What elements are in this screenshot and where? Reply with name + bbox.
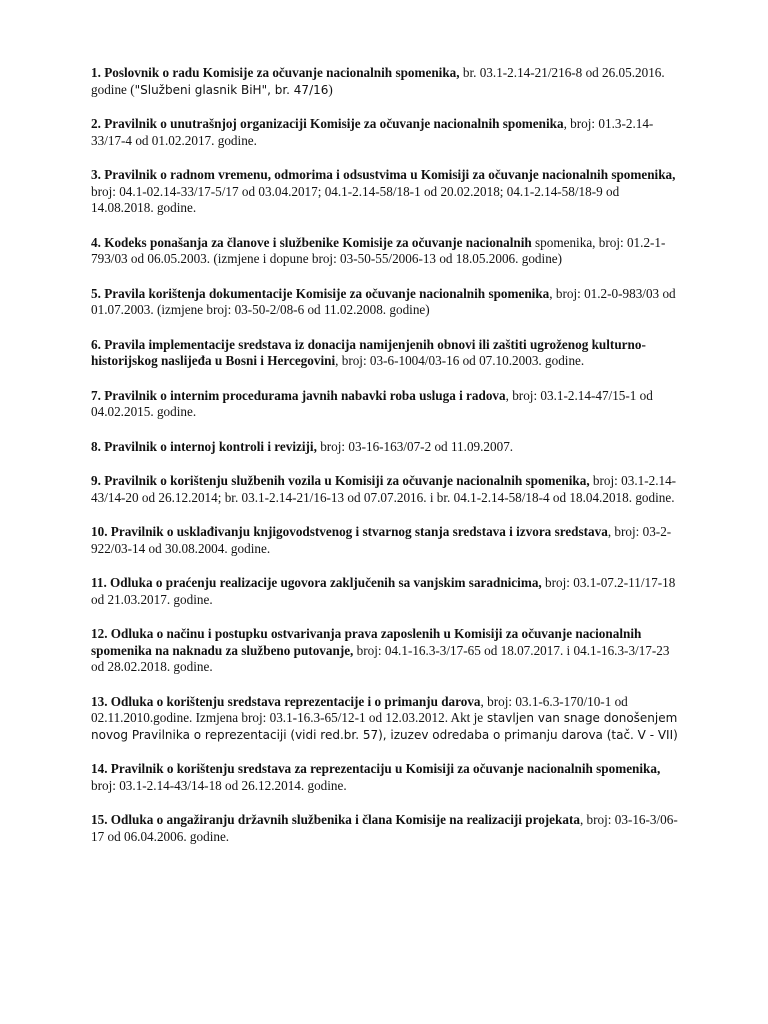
- entry-details-note: stavljen van snage donošenjem novog Pravilnika o reprezentaciji (vidi red.br. 57), izuzev odredaba o primanju darova (tač. V - VII): [91, 711, 678, 742]
- entry-details: , broj: 01.2-0-983/03 od 01.07.2003. (izmjene broj: 03-50-2/08-6 od 11.02.2008. godine): [91, 285, 676, 317]
- entry-title: 1. Poslovnik o radu Komisije za očuvanje nacionalnih spomenika,: [91, 65, 460, 80]
- entry-title: 11. Odluka o praćenju realizacije ugovora zaključenih sa vanjskim saradnicima,: [91, 575, 542, 590]
- list-item: [91, 694, 681, 744]
- list-item: [91, 167, 681, 217]
- entry-title: 12. Odluka o načinu i postupku ostvarivanja prava zaposlenih u Komisiji za očuvanje nacionalnih spomenika na naknadu za službeno putovanje,: [91, 626, 642, 658]
- entry-details: , broj: 03.1-2.14-47/15-1 od 04.02.2015. godine.: [91, 387, 653, 419]
- entry-title: 6. Pravila implementacije sredstava iz donacija namijenjenih obnovi ili zaštiti ugroženog kulturno-historijskog naslijeđa u Bosni i Hercegovini: [91, 336, 646, 368]
- entry-details-gazette: "Službeni glasnik BiH", br. 47/16: [134, 82, 329, 97]
- entry-title: 3. Pravilnik o radnom vremenu, odmorima i odsustvima u Komisiji za očuvanje nacionalnih spomenika,: [91, 167, 676, 182]
- list-item: [91, 575, 681, 608]
- entry-title: 9. Pravilnik o korištenju službenih vozila u Komisiji za očuvanje nacionalnih spomenika,: [91, 473, 590, 488]
- entry-title: 2. Pravilnik o unutrašnjoj organizaciji Komisije za očuvanje nacionalnih spomenika: [91, 116, 564, 131]
- entry-title: 14. Pravilnik o korištenju sredstava za reprezentaciju u Komisiji za očuvanje nacionalnih spomenika,: [91, 761, 661, 776]
- entry-details: , broj: 03.1-6.3-170/10-1 od 02.11.2010.godine. Izmjena broj: 03.1-16.3-65/12-1 od 12.03.2012. Akt je: [91, 693, 628, 725]
- entry-title: 13. Odluka o korištenju sredstava reprezentacije i o primanju darova: [91, 693, 481, 709]
- list-item: [91, 65, 681, 98]
- entry-details: broj: 03.1-2.14-43/14-18 od 26.12.2014. godine.: [91, 777, 347, 793]
- entry-details: , broj: 03-6-1004/03-16 od 07.10.2003. godine.: [335, 353, 585, 368]
- entry-title: 5. Pravila korištenja dokumentacije Komisije za očuvanje nacionalnih spomenika: [91, 285, 550, 301]
- entry-title: 7. Pravilnik o internim procedurama javnih nabavki roba usluga i radova: [91, 387, 506, 403]
- list-item: [91, 761, 681, 794]
- list-item: [91, 286, 681, 319]
- entry-title: 15. Odluka o angažiranju državnih službenika i člana Komisije na realizaciji projekata: [91, 812, 580, 827]
- entry-details: , broj: 03-16-3/06-17 od 06.04.2006. godine.: [91, 812, 678, 844]
- entry-details: broj: 03.1-2.14-43/14-20 od 26.12.2014; br. 03.1-2.14-21/16-13 od 07.07.2016. i br. 04.1-2.14-58/18-4 od 18.04.2018. godine.: [91, 473, 677, 505]
- entry-details: br. 03.1-2.14-21/216-8 od 26.05.2016. godine (: [91, 65, 665, 97]
- list-item: [91, 337, 681, 370]
- entry-title: 10. Pravilnik o usklađivanju knjigovodstvenog i stvarnog stanja sredstava i izvora sredstava: [91, 524, 608, 539]
- entry-details: broj: 03-16-163/07-2 od 11.09.2007.: [316, 438, 514, 454]
- entry-details: broj: 04.1-16.3-3/17-65 od 18.07.2017. i 04.1-16.3-3/17-23 od 28.02.2018. godine.: [91, 642, 670, 674]
- entry-title: 4. Kodeks ponašanja za članove i službenike Komisije za očuvanje nacionalnih: [91, 234, 532, 250]
- entry-title: 8. Pravilnik o internoj kontroli i reviziji,: [91, 438, 317, 454]
- list-item: [91, 235, 681, 268]
- entry-details: broj: 04.1-02.14-33/17-5/17 od 03.04.2017; 04.1-2.14-58/18-1 od 20.02.2018; 04.1-2.14-58/18-9 od 14.08.2018. godine.: [91, 183, 620, 215]
- entry-details-end: ): [328, 81, 333, 97]
- entry-details: , broj: 01.3-2.14-33/17-4 od 01.02.2017. godine.: [91, 116, 654, 148]
- entry-details: spomenika, broj: 01.2-1-793/03 od 06.05.2003. (izmjene i dopune broj: 03-50-55/2006-13 od 18.05.2006. godine): [91, 234, 666, 266]
- list-item: [91, 388, 681, 421]
- list-item: [91, 439, 681, 456]
- list-item: [91, 524, 681, 557]
- entry-details: , broj: 03-2-922/03-14 od 30.08.2004. godine.: [91, 524, 672, 556]
- entry-details: broj: 03.1-07.2-11/17-18 od 21.03.2017. godine.: [91, 575, 676, 607]
- list-item: [91, 812, 681, 845]
- list-item: [91, 116, 681, 149]
- document-page: [91, 65, 681, 863]
- list-item: [91, 473, 681, 506]
- list-item: [91, 626, 681, 676]
